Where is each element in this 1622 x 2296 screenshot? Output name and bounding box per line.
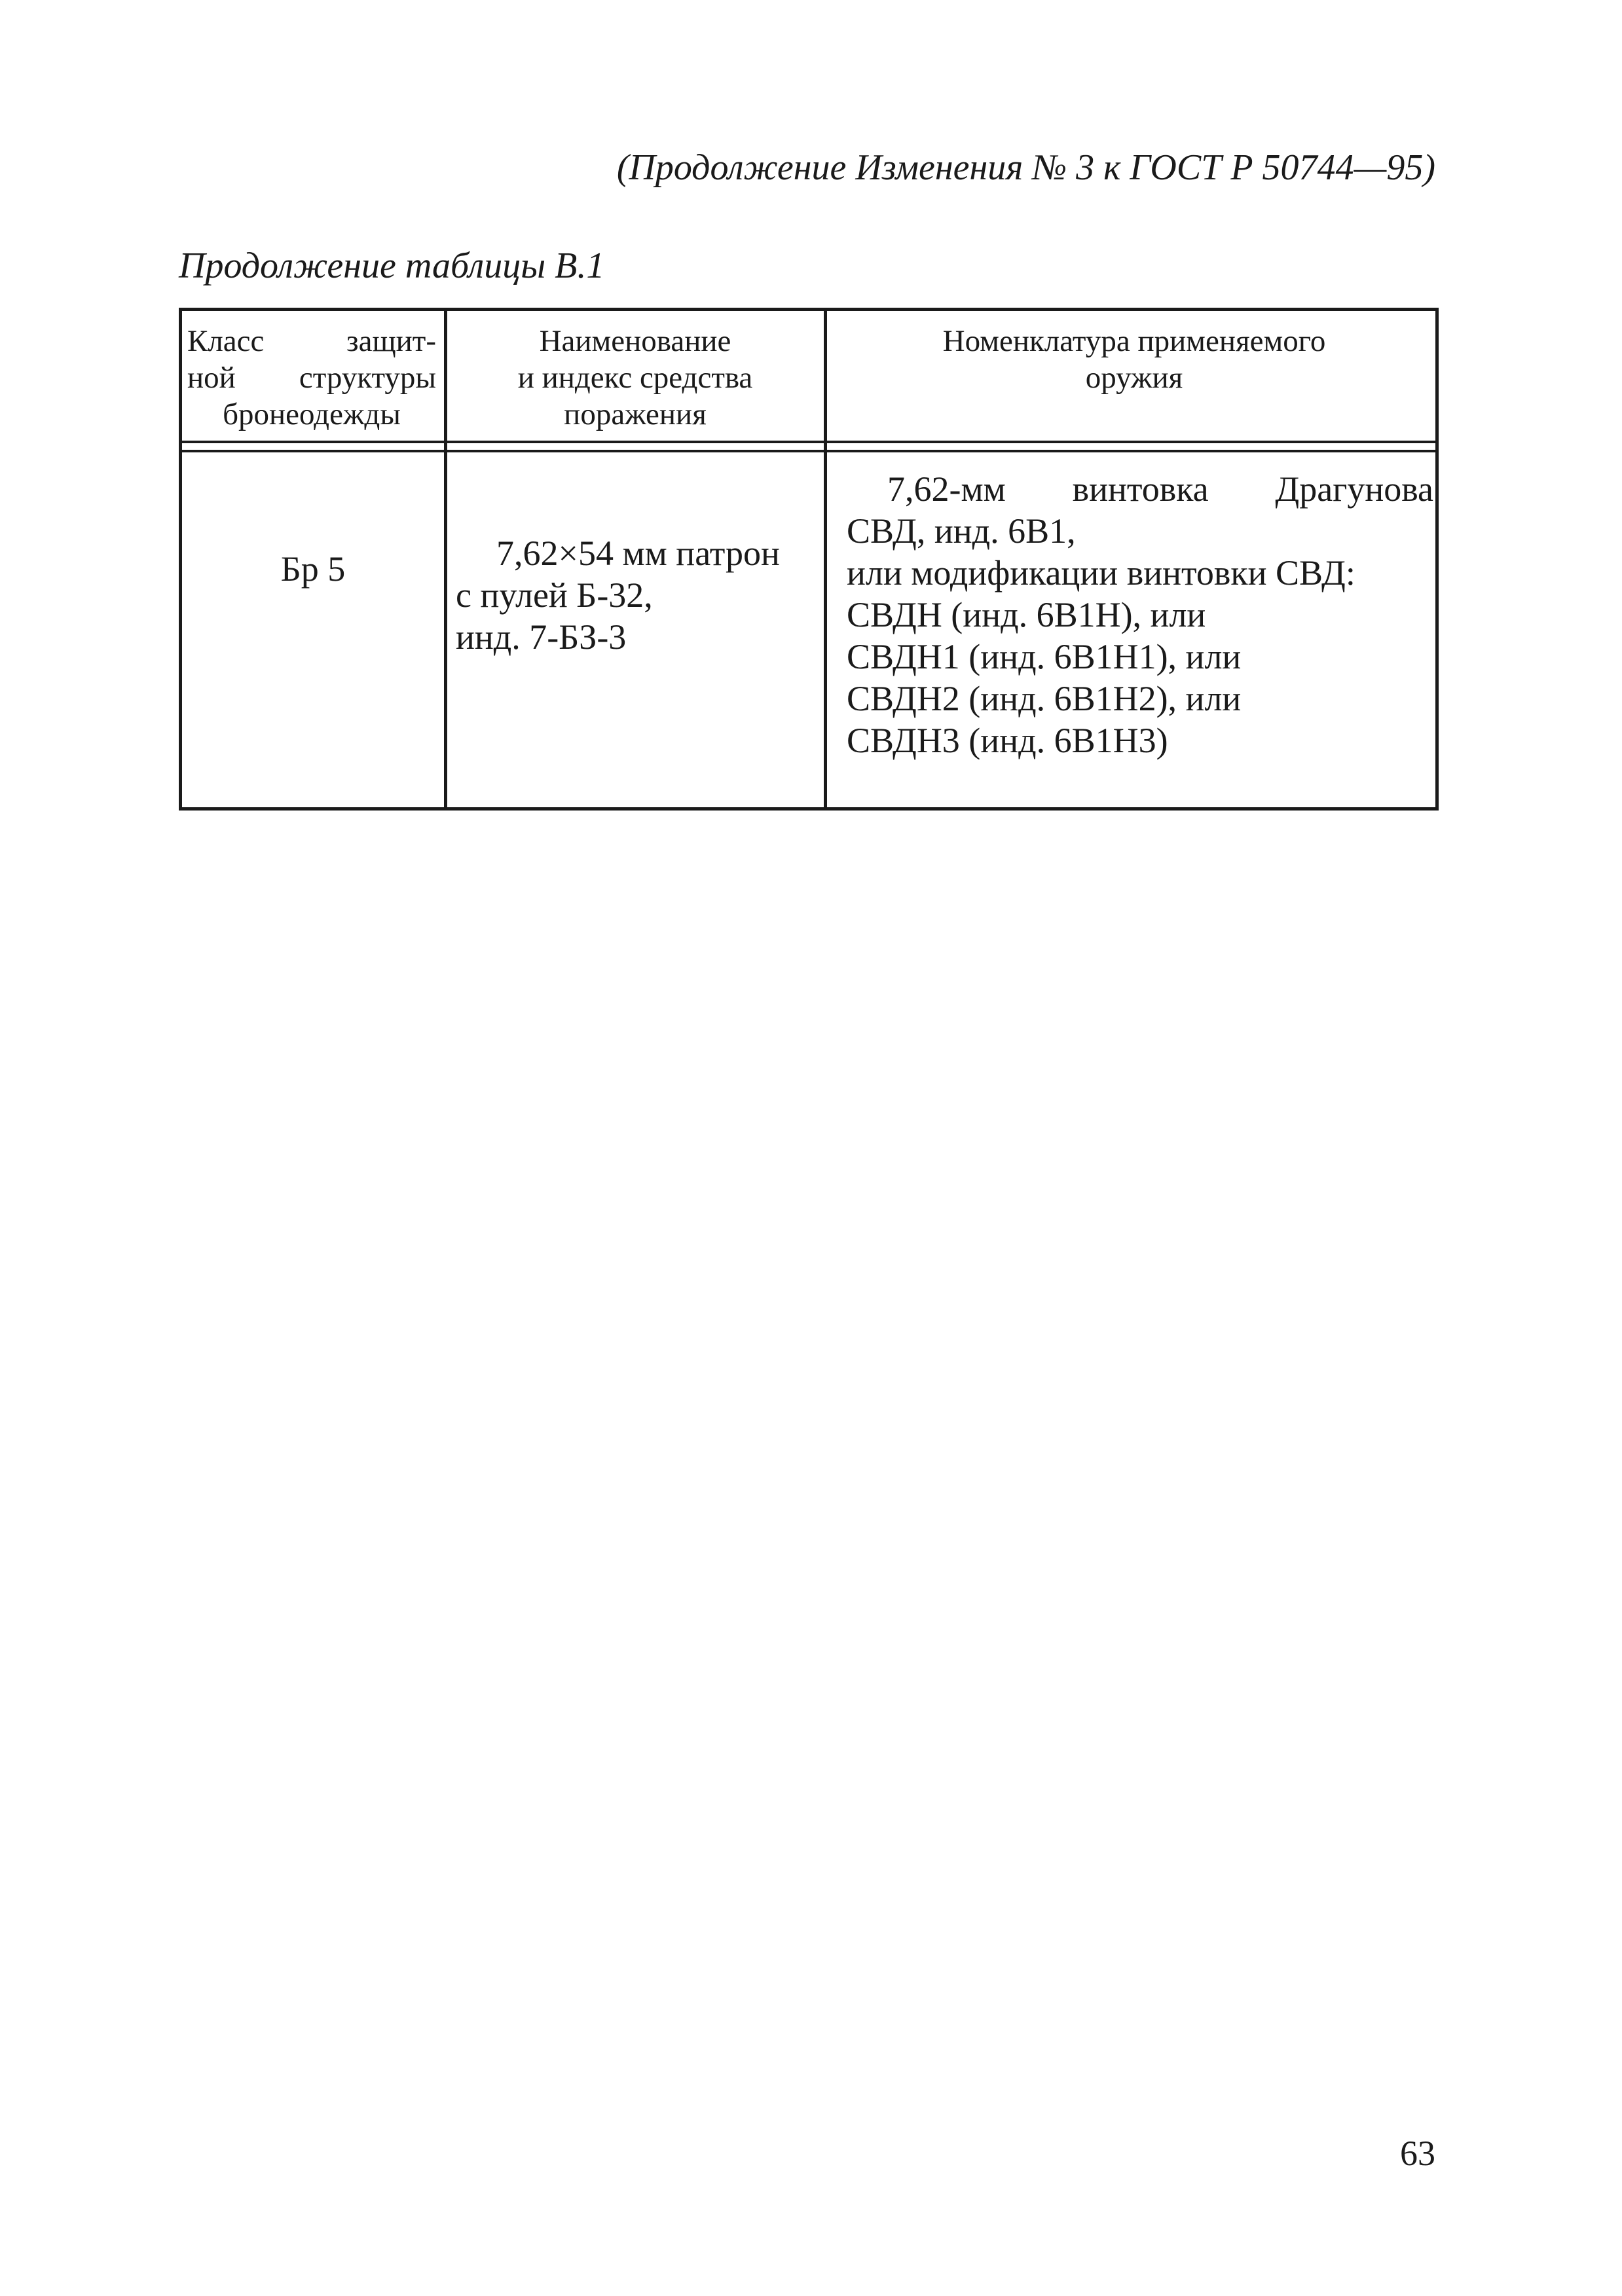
column-divider bbox=[444, 308, 447, 811]
header-line: Номенклатура применяемого bbox=[942, 324, 1326, 358]
page-number: 63 bbox=[1400, 2134, 1435, 2173]
running-head: (Продолжение Изменения № 3 к ГОСТ Р 50744—95) bbox=[616, 147, 1435, 188]
cell-line: СВДН (инд. 6В1Н), или bbox=[847, 595, 1206, 634]
table-cell-protection-class: Бр 5 bbox=[280, 549, 346, 589]
table-cell-weapon-nomenclature bbox=[847, 468, 1433, 761]
header-line: оружия bbox=[1085, 361, 1183, 395]
cell-line: или модификации винтовки СВД: bbox=[847, 553, 1355, 592]
table-cell-weapon-means bbox=[456, 532, 822, 658]
table-caption: Продолжение таблицы В.1 bbox=[179, 246, 605, 286]
cell-line: СВДН1 (инд. 6В1Н1), или bbox=[847, 637, 1242, 676]
header-cell-protection-class bbox=[187, 323, 436, 433]
header-cell-weapon-nomenclature bbox=[833, 323, 1435, 396]
header-rule bbox=[182, 441, 1435, 443]
header-line: ной структуры bbox=[187, 361, 436, 395]
data-table bbox=[179, 308, 1439, 811]
header-line: Наименование bbox=[539, 324, 731, 358]
header-line: и индекс средства bbox=[517, 361, 753, 395]
header-line: бронеодежды bbox=[223, 397, 401, 431]
column-divider bbox=[824, 308, 827, 811]
header-line: поражения bbox=[564, 397, 707, 431]
header-rule bbox=[182, 450, 1435, 452]
cell-line: СВДН2 (инд. 6В1Н2), или bbox=[847, 679, 1242, 718]
cell-line: 7,62-мм винтовка Драгунова bbox=[887, 469, 1433, 509]
cell-line: с пулей Б-32, bbox=[456, 575, 653, 615]
cell-line: СВД, инд. 6В1, bbox=[847, 511, 1076, 551]
header-line: Класс защит- bbox=[187, 324, 436, 358]
cell-line: 7,62×54 мм патрон bbox=[496, 534, 780, 573]
cell-line: СВДН3 (инд. 6В1Н3) bbox=[847, 721, 1168, 760]
cell-line: инд. 7-БЗ-3 bbox=[456, 617, 627, 657]
header-cell-weapon-means bbox=[452, 323, 819, 433]
